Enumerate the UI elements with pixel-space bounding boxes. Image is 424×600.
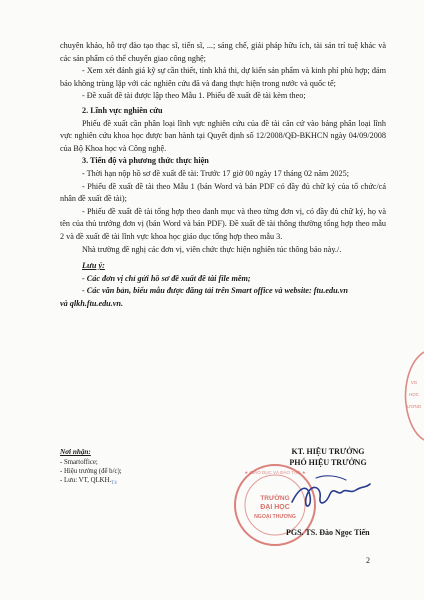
recipients-block — [60, 448, 210, 488]
paragraph-deadline: - Thời hạn nộp hồ sơ đề xuất đề tài: Trước 17 giờ 00 ngày 17 tháng 02 năm 2025; — [82, 168, 349, 178]
note-heading: Lưu ý: — [82, 261, 105, 271]
edge-seal-stamp — [402, 348, 424, 444]
document-body — [60, 40, 386, 310]
svg-text:ĐẠI HỌC: ĐẠI HỌC — [260, 504, 290, 511]
svg-text:VG: VG — [410, 380, 418, 385]
signer-name: PGS. TS. Đào Ngọc Tiến — [286, 528, 370, 537]
svg-text:ƯƠNG: ƯƠNG — [406, 404, 422, 409]
svg-text:NGOẠI THƯƠNG: NGOẠI THƯƠNG — [254, 514, 296, 520]
svg-text:★ GIÁO DỤC VÀ ĐÀO TẠO ★: ★ GIÁO DỤC VÀ ĐÀO TẠO ★ — [244, 470, 306, 475]
recipient-item — [60, 476, 210, 488]
recipient-item-text: - Lưu: VT, QLKH. — [60, 477, 112, 484]
paragraph-summary-list: - Phiếu đề xuất đề tài tổng hợp theo danh mục và theo từng đơn vị, có đầy đủ chữ ký, họ và tên của thủ trưởng đơn vị (bản Word và bản PDF). Đề xuất đề tài thông thường tổng hợp theo mẫu 2 và đề xuất đề tài lĩnh vực khoa học giáo dục tổng hợp theo mẫu 3. — [60, 206, 386, 241]
recipient-handwritten-count: T4 — [111, 481, 117, 486]
svg-text:HỌC: HỌC — [409, 392, 419, 397]
recipient-item: - Smartoffice; — [60, 459, 98, 466]
note-item-2-continuation: và qlkh.ftu.edu.vn. — [60, 298, 124, 308]
paragraph-continuation: chuyên khảo, hỗ trợ đào tạo thạc sĩ, tiến sĩ, ...; sáng chế, giải pháp hữu ích, tài sản trí tuệ khác và các sản phẩm có thể chuyển giao công nghệ; — [60, 41, 386, 63]
paragraph-closing-request: Nhà trường đề nghị các đơn vị, viên chức thực hiện nghiên túc thông báo này./. — [82, 244, 342, 254]
section-3-heading: 3. Tiến độ và phương thức thực hiện — [82, 156, 209, 166]
signature-title-2: PHÓ HIỆU TRƯỞNG — [289, 458, 367, 467]
paragraph-proposal-form: - Đề xuất đề tài được lập theo Mẫu 1. Phiếu đề xuất đề tài kèm theo; — [82, 91, 306, 101]
section-2-heading: 2. Lĩnh vực nghiên cứu — [82, 105, 163, 115]
signature-title-1: KT. HIỆU TRƯỞNG — [291, 447, 365, 456]
recipients-title: Nơi nhận: — [60, 448, 91, 456]
svg-text:TRƯỜNG: TRƯỜNG — [260, 495, 290, 502]
page-number: 2 — [366, 556, 370, 565]
paragraph-field-classification: Phiếu đề xuất cần phân loại lĩnh vực nghiên cứu của đề tài căn cứ vào bảng phân loại lĩnh vực nghiên cứu khoa học được ban hành tại Quyết định số 12/2008/QĐ-BKHCN ngày 04/09/2008 của Bộ Khoa học và Công nghệ. — [60, 118, 386, 153]
note-item-2: - Các văn bản, biểu mẫu được đăng tải trên Smart office và website: ftu.edu.vn — [82, 286, 348, 296]
recipient-item: - Hiệu trưởng (để b/c); — [60, 468, 122, 475]
paragraph-evaluation: - Xem xét đánh giá kỹ sự cần thiết, tính khả thi, dự kiến sản phẩm và kinh phí phù hợp; đảm bảo không trùng lặp với các nghiên cứu đã và đang thực hiện trong nước và quốc tế; — [60, 66, 386, 88]
paragraph-form1-submission: - Phiếu đề xuất đề tài theo Mẫu 1 (bản Word và bản PDF có đầy đủ chữ ký của tổ chức/cá nhân đề xuất đề tài); — [60, 181, 386, 204]
note-item-1: - Các đơn vị chỉ gửi hồ sơ đề xuất đề tài file mềm; — [82, 273, 251, 283]
handwritten-signature — [286, 468, 376, 518]
